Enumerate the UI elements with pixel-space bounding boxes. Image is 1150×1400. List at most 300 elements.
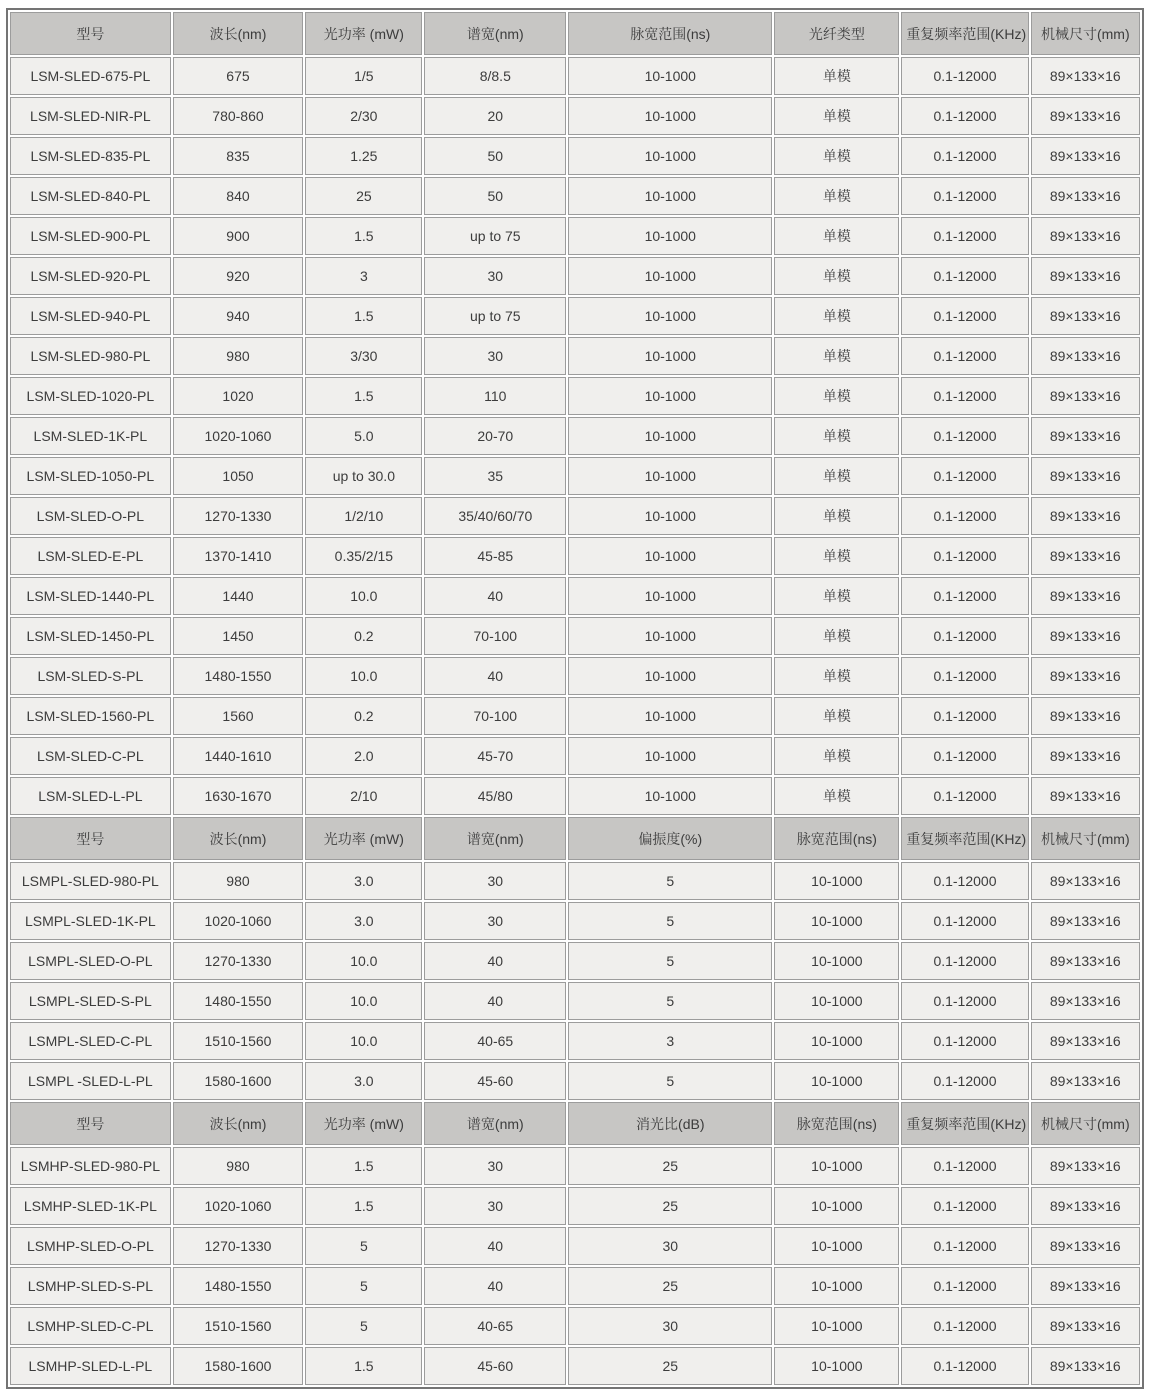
value-cell: 89×133×16	[1031, 1147, 1140, 1185]
value-cell: 1/5	[305, 57, 422, 95]
value-cell: 1630-1670	[173, 777, 304, 815]
value-cell: 5	[568, 942, 772, 980]
value-cell: 0.1-12000	[901, 1062, 1028, 1100]
value-cell: 50	[424, 177, 566, 215]
value-cell: 0.2	[305, 617, 422, 655]
value-cell: 10-1000	[774, 1227, 899, 1265]
value-cell: 89×133×16	[1031, 1187, 1140, 1225]
value-cell: 2/30	[305, 97, 422, 135]
column-header: 谱宽(nm)	[424, 12, 566, 55]
value-cell: 单模	[774, 617, 899, 655]
value-cell: 89×133×16	[1031, 1022, 1140, 1060]
table-row	[10, 1022, 1140, 1060]
value-cell: 45/80	[424, 777, 566, 815]
column-header: 机械尺寸(mm)	[1031, 817, 1140, 860]
value-cell: 40	[424, 982, 566, 1020]
value-cell: 10-1000	[568, 737, 772, 775]
value-cell: 89×133×16	[1031, 617, 1140, 655]
model-cell: LSM-SLED-C-PL	[10, 737, 171, 775]
value-cell: 单模	[774, 577, 899, 615]
column-header: 型号	[10, 12, 171, 55]
value-cell: 35/40/60/70	[424, 497, 566, 535]
value-cell: 89×133×16	[1031, 982, 1140, 1020]
value-cell: 10-1000	[774, 1022, 899, 1060]
value-cell: 0.1-12000	[901, 457, 1028, 495]
value-cell: 1.5	[305, 217, 422, 255]
column-header: 机械尺寸(mm)	[1031, 1102, 1140, 1145]
value-cell: 110	[424, 377, 566, 415]
value-cell: 5	[305, 1267, 422, 1305]
table-row	[10, 737, 1140, 775]
column-header: 脉宽范围(ns)	[568, 12, 772, 55]
value-cell: 89×133×16	[1031, 657, 1140, 695]
table-row	[10, 1062, 1140, 1100]
table-row	[10, 377, 1140, 415]
value-cell: 45-60	[424, 1347, 566, 1385]
model-cell: LSM-SLED-S-PL	[10, 657, 171, 695]
value-cell: 30	[424, 1187, 566, 1225]
value-cell: 1050	[173, 457, 304, 495]
value-cell: 0.1-12000	[901, 737, 1028, 775]
table-row	[10, 1267, 1140, 1305]
value-cell: 1270-1330	[173, 942, 304, 980]
model-cell: LSMHP-SLED-C-PL	[10, 1307, 171, 1345]
value-cell: 40-65	[424, 1022, 566, 1060]
value-cell: 30	[568, 1307, 772, 1345]
model-cell: LSM-SLED-1560-PL	[10, 697, 171, 735]
value-cell: 1270-1330	[173, 1227, 304, 1265]
model-cell: LSM-SLED-1050-PL	[10, 457, 171, 495]
value-cell: 10-1000	[568, 217, 772, 255]
value-cell: 940	[173, 297, 304, 335]
value-cell: 3	[305, 257, 422, 295]
value-cell: 89×133×16	[1031, 497, 1140, 535]
value-cell: 2/10	[305, 777, 422, 815]
value-cell: 1480-1550	[173, 982, 304, 1020]
value-cell: 5	[568, 902, 772, 940]
value-cell: 1.5	[305, 1147, 422, 1185]
value-cell: 0.1-12000	[901, 577, 1028, 615]
value-cell: 10-1000	[568, 537, 772, 575]
value-cell: 0.1-12000	[901, 1187, 1028, 1225]
value-cell: 单模	[774, 457, 899, 495]
value-cell: 5	[568, 982, 772, 1020]
value-cell: 0.1-12000	[901, 1307, 1028, 1345]
value-cell: 10-1000	[774, 1307, 899, 1345]
value-cell: 20	[424, 97, 566, 135]
value-cell: 1.5	[305, 377, 422, 415]
table-row	[10, 902, 1140, 940]
value-cell: 10-1000	[774, 1347, 899, 1385]
model-cell: LSM-SLED-E-PL	[10, 537, 171, 575]
value-cell: 0.1-12000	[901, 777, 1028, 815]
table-row	[10, 457, 1140, 495]
value-cell: 675	[173, 57, 304, 95]
value-cell: 单模	[774, 337, 899, 375]
model-cell: LSMPL-SLED-1K-PL	[10, 902, 171, 940]
value-cell: 1440-1610	[173, 737, 304, 775]
table-row	[10, 177, 1140, 215]
model-cell: LSM-SLED-980-PL	[10, 337, 171, 375]
value-cell: 1.5	[305, 1347, 422, 1385]
value-cell: 980	[173, 337, 304, 375]
value-cell: 10-1000	[568, 417, 772, 455]
value-cell: 0.1-12000	[901, 697, 1028, 735]
column-header: 光功率 (mW)	[305, 817, 422, 860]
table-row	[10, 57, 1140, 95]
value-cell: up to 75	[424, 217, 566, 255]
value-cell: 单模	[774, 257, 899, 295]
value-cell: 840	[173, 177, 304, 215]
value-cell: 30	[424, 257, 566, 295]
value-cell: 89×133×16	[1031, 297, 1140, 335]
value-cell: 45-85	[424, 537, 566, 575]
value-cell: 0.35/2/15	[305, 537, 422, 575]
value-cell: 10-1000	[774, 1062, 899, 1100]
value-cell: 89×133×16	[1031, 777, 1140, 815]
value-cell: 89×133×16	[1031, 1062, 1140, 1100]
model-cell: LSM-SLED-1020-PL	[10, 377, 171, 415]
value-cell: 25	[568, 1267, 772, 1305]
table-row	[10, 537, 1140, 575]
model-cell: LSM-SLED-O-PL	[10, 497, 171, 535]
value-cell: 10-1000	[568, 137, 772, 175]
value-cell: 35	[424, 457, 566, 495]
value-cell: 1020-1060	[173, 902, 304, 940]
value-cell: 980	[173, 1147, 304, 1185]
value-cell: 89×133×16	[1031, 697, 1140, 735]
model-cell: LSM-SLED-1440-PL	[10, 577, 171, 615]
value-cell: 0.1-12000	[901, 177, 1028, 215]
value-cell: 0.1-12000	[901, 942, 1028, 980]
value-cell: 10-1000	[568, 697, 772, 735]
model-cell: LSMHP-SLED-1K-PL	[10, 1187, 171, 1225]
column-header: 消光比(dB)	[568, 1102, 772, 1145]
value-cell: 10-1000	[568, 617, 772, 655]
model-cell: LSM-SLED-1K-PL	[10, 417, 171, 455]
value-cell: 10-1000	[568, 377, 772, 415]
column-header: 谱宽(nm)	[424, 817, 566, 860]
value-cell: 1.5	[305, 1187, 422, 1225]
value-cell: 10-1000	[774, 862, 899, 900]
value-cell: 3/30	[305, 337, 422, 375]
value-cell: 20-70	[424, 417, 566, 455]
value-cell: 0.1-12000	[901, 982, 1028, 1020]
value-cell: 89×133×16	[1031, 137, 1140, 175]
value-cell: 0.1-12000	[901, 537, 1028, 575]
value-cell: 1560	[173, 697, 304, 735]
table-row	[10, 577, 1140, 615]
value-cell: 10-1000	[774, 942, 899, 980]
value-cell: 5	[568, 1062, 772, 1100]
value-cell: 10-1000	[568, 497, 772, 535]
value-cell: 1.25	[305, 137, 422, 175]
model-cell: LSMHP-SLED-L-PL	[10, 1347, 171, 1385]
value-cell: 30	[424, 1147, 566, 1185]
column-header: 光功率 (mW)	[305, 1102, 422, 1145]
table-row	[10, 862, 1140, 900]
value-cell: 1480-1550	[173, 1267, 304, 1305]
value-cell: 10.0	[305, 942, 422, 980]
value-cell: 89×133×16	[1031, 1227, 1140, 1265]
table-row	[10, 497, 1140, 535]
value-cell: 0.1-12000	[901, 1267, 1028, 1305]
value-cell: 单模	[774, 177, 899, 215]
value-cell: 40	[424, 657, 566, 695]
model-cell: LSM-SLED-920-PL	[10, 257, 171, 295]
value-cell: 1020	[173, 377, 304, 415]
value-cell: 89×133×16	[1031, 862, 1140, 900]
table-row	[10, 217, 1140, 255]
value-cell: 900	[173, 217, 304, 255]
value-cell: 单模	[774, 57, 899, 95]
value-cell: 单模	[774, 137, 899, 175]
value-cell: 单模	[774, 777, 899, 815]
model-cell: LSMPL-SLED-980-PL	[10, 862, 171, 900]
table-row	[10, 97, 1140, 135]
value-cell: 10-1000	[568, 657, 772, 695]
table-row	[10, 1347, 1140, 1385]
value-cell: 89×133×16	[1031, 457, 1140, 495]
value-cell: 1580-1600	[173, 1062, 304, 1100]
value-cell: 25	[568, 1347, 772, 1385]
value-cell: 0.1-12000	[901, 297, 1028, 335]
value-cell: 25	[305, 177, 422, 215]
value-cell: 780-860	[173, 97, 304, 135]
value-cell: 89×133×16	[1031, 337, 1140, 375]
value-cell: 10-1000	[774, 1267, 899, 1305]
value-cell: 89×133×16	[1031, 97, 1140, 135]
value-cell: 30	[424, 902, 566, 940]
model-cell: LSM-SLED-1450-PL	[10, 617, 171, 655]
model-cell: LSMPL-SLED-S-PL	[10, 982, 171, 1020]
value-cell: 89×133×16	[1031, 902, 1140, 940]
table-row	[10, 297, 1140, 335]
value-cell: 10-1000	[568, 97, 772, 135]
table-row	[10, 942, 1140, 980]
table-row	[10, 257, 1140, 295]
value-cell: 89×133×16	[1031, 217, 1140, 255]
value-cell: 0.1-12000	[901, 1022, 1028, 1060]
value-cell: 5	[305, 1307, 422, 1345]
value-cell: 10.0	[305, 577, 422, 615]
table-row	[10, 617, 1140, 655]
value-cell: 10-1000	[568, 57, 772, 95]
value-cell: 10-1000	[568, 457, 772, 495]
table-row	[10, 697, 1140, 735]
section-header-row	[10, 1102, 1140, 1145]
model-cell: LSMPL -SLED-L-PL	[10, 1062, 171, 1100]
value-cell: 3.0	[305, 902, 422, 940]
value-cell: 89×133×16	[1031, 377, 1140, 415]
value-cell: 0.1-12000	[901, 862, 1028, 900]
column-header: 脉宽范围(ns)	[774, 1102, 899, 1145]
value-cell: 40	[424, 1227, 566, 1265]
value-cell: 40	[424, 577, 566, 615]
value-cell: 10-1000	[568, 297, 772, 335]
value-cell: 45-70	[424, 737, 566, 775]
value-cell: 1440	[173, 577, 304, 615]
model-cell: LSM-SLED-835-PL	[10, 137, 171, 175]
column-header: 型号	[10, 1102, 171, 1145]
value-cell: 10-1000	[774, 982, 899, 1020]
value-cell: 1510-1560	[173, 1022, 304, 1060]
column-header: 型号	[10, 817, 171, 860]
value-cell: 89×133×16	[1031, 1347, 1140, 1385]
column-header: 波长(nm)	[173, 1102, 304, 1145]
value-cell: 1270-1330	[173, 497, 304, 535]
value-cell: 单模	[774, 217, 899, 255]
value-cell: 单模	[774, 497, 899, 535]
value-cell: 70-100	[424, 697, 566, 735]
value-cell: 10-1000	[568, 577, 772, 615]
section-header-row	[10, 12, 1140, 55]
value-cell: 0.1-12000	[901, 1347, 1028, 1385]
value-cell: 3.0	[305, 862, 422, 900]
value-cell: 0.1-12000	[901, 1147, 1028, 1185]
value-cell: 1370-1410	[173, 537, 304, 575]
value-cell: 0.1-12000	[901, 97, 1028, 135]
value-cell: 10-1000	[774, 902, 899, 940]
column-header: 脉宽范围(ns)	[774, 817, 899, 860]
value-cell: 0.1-12000	[901, 657, 1028, 695]
value-cell: 10-1000	[568, 777, 772, 815]
value-cell: 单模	[774, 537, 899, 575]
value-cell: 0.1-12000	[901, 377, 1028, 415]
column-header: 波长(nm)	[173, 817, 304, 860]
value-cell: 单模	[774, 377, 899, 415]
value-cell: 10-1000	[568, 177, 772, 215]
model-cell: LSMPL-SLED-O-PL	[10, 942, 171, 980]
value-cell: 89×133×16	[1031, 577, 1140, 615]
value-cell: up to 75	[424, 297, 566, 335]
value-cell: 1450	[173, 617, 304, 655]
value-cell: 10-1000	[568, 337, 772, 375]
value-cell: 40	[424, 1267, 566, 1305]
value-cell: 25	[568, 1147, 772, 1185]
value-cell: 70-100	[424, 617, 566, 655]
value-cell: 10.0	[305, 1022, 422, 1060]
value-cell: 8/8.5	[424, 57, 566, 95]
value-cell: 2.0	[305, 737, 422, 775]
value-cell: 89×133×16	[1031, 257, 1140, 295]
value-cell: up to 30.0	[305, 457, 422, 495]
model-cell: LSM-SLED-L-PL	[10, 777, 171, 815]
value-cell: 980	[173, 862, 304, 900]
value-cell: 10-1000	[568, 257, 772, 295]
table-row	[10, 417, 1140, 455]
value-cell: 10-1000	[774, 1147, 899, 1185]
value-cell: 45-60	[424, 1062, 566, 1100]
value-cell: 920	[173, 257, 304, 295]
table-row	[10, 777, 1140, 815]
column-header: 机械尺寸(mm)	[1031, 12, 1140, 55]
model-cell: LSMHP-SLED-980-PL	[10, 1147, 171, 1185]
value-cell: 单模	[774, 657, 899, 695]
value-cell: 0.1-12000	[901, 497, 1028, 535]
value-cell: 1020-1060	[173, 1187, 304, 1225]
value-cell: 0.2	[305, 697, 422, 735]
model-cell: LSM-SLED-940-PL	[10, 297, 171, 335]
column-header: 重复频率范围(KHz)	[901, 12, 1028, 55]
value-cell: 89×133×16	[1031, 737, 1140, 775]
value-cell: 5	[568, 862, 772, 900]
column-header: 谱宽(nm)	[424, 1102, 566, 1145]
value-cell: 0.1-12000	[901, 257, 1028, 295]
spec-table-body	[10, 12, 1140, 1385]
value-cell: 89×133×16	[1031, 1307, 1140, 1345]
value-cell: 3	[568, 1022, 772, 1060]
value-cell: 单模	[774, 417, 899, 455]
value-cell: 89×133×16	[1031, 57, 1140, 95]
model-cell: LSM-SLED-900-PL	[10, 217, 171, 255]
value-cell: 0.1-12000	[901, 57, 1028, 95]
value-cell: 40-65	[424, 1307, 566, 1345]
table-row	[10, 1307, 1140, 1345]
value-cell: 0.1-12000	[901, 217, 1028, 255]
value-cell: 单模	[774, 737, 899, 775]
value-cell: 0.1-12000	[901, 137, 1028, 175]
column-header: 重复频率范围(KHz)	[901, 1102, 1028, 1145]
model-cell: LSMHP-SLED-S-PL	[10, 1267, 171, 1305]
section-header-row	[10, 817, 1140, 860]
table-row	[10, 137, 1140, 175]
value-cell: 10-1000	[774, 1187, 899, 1225]
value-cell: 25	[568, 1187, 772, 1225]
column-header: 光功率 (mW)	[305, 12, 422, 55]
value-cell: 30	[424, 862, 566, 900]
column-header: 偏振度(%)	[568, 817, 772, 860]
table-row	[10, 657, 1140, 695]
column-header: 光纤类型	[774, 12, 899, 55]
value-cell: 40	[424, 942, 566, 980]
value-cell: 89×133×16	[1031, 417, 1140, 455]
value-cell: 0.1-12000	[901, 902, 1028, 940]
sled-spec-table	[6, 8, 1144, 1389]
value-cell: 单模	[774, 97, 899, 135]
value-cell: 89×133×16	[1031, 942, 1140, 980]
value-cell: 1480-1550	[173, 657, 304, 695]
value-cell: 10.0	[305, 657, 422, 695]
value-cell: 89×133×16	[1031, 537, 1140, 575]
value-cell: 0.1-12000	[901, 617, 1028, 655]
model-cell: LSM-SLED-840-PL	[10, 177, 171, 215]
value-cell: 89×133×16	[1031, 177, 1140, 215]
value-cell: 1020-1060	[173, 417, 304, 455]
model-cell: LSM-SLED-NIR-PL	[10, 97, 171, 135]
column-header: 重复频率范围(KHz)	[901, 817, 1028, 860]
value-cell: 0.1-12000	[901, 1227, 1028, 1265]
model-cell: LSMHP-SLED-O-PL	[10, 1227, 171, 1265]
column-header: 波长(nm)	[173, 12, 304, 55]
table-row	[10, 1147, 1140, 1185]
value-cell: 50	[424, 137, 566, 175]
value-cell: 单模	[774, 297, 899, 335]
model-cell: LSM-SLED-675-PL	[10, 57, 171, 95]
value-cell: 5.0	[305, 417, 422, 455]
table-row	[10, 337, 1140, 375]
table-row	[10, 982, 1140, 1020]
value-cell: 30	[568, 1227, 772, 1265]
value-cell: 10.0	[305, 982, 422, 1020]
value-cell: 0.1-12000	[901, 417, 1028, 455]
value-cell: 1580-1600	[173, 1347, 304, 1385]
value-cell: 单模	[774, 697, 899, 735]
value-cell: 89×133×16	[1031, 1267, 1140, 1305]
value-cell: 1510-1560	[173, 1307, 304, 1345]
value-cell: 5	[305, 1227, 422, 1265]
table-row	[10, 1187, 1140, 1225]
